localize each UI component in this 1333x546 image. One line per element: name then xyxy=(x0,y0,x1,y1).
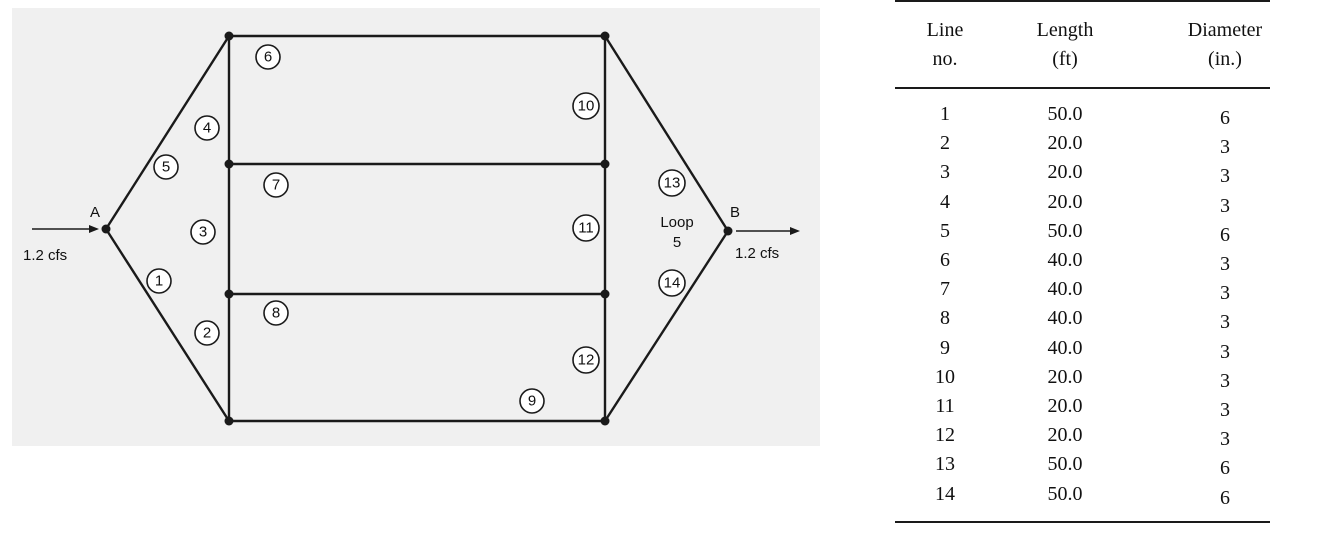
table-cell-length: 20.0 xyxy=(1047,132,1083,154)
table-cell-diameter: 6 xyxy=(1220,107,1230,129)
table-cell-line: 10 xyxy=(935,366,955,388)
pipe-label-14 xyxy=(659,270,685,296)
header-line-row1: Line xyxy=(926,19,964,41)
junction-b xyxy=(724,227,733,236)
pipe-label-8-text: 8 xyxy=(271,304,281,322)
pipe-label-7-text: 7 xyxy=(271,176,281,194)
outflow-arrowhead xyxy=(790,227,800,235)
pipe-label-1 xyxy=(147,269,171,293)
junction-node xyxy=(225,32,234,41)
pipe-label-14-text: 14 xyxy=(663,274,681,292)
header-line-row2: no. xyxy=(932,48,958,70)
table-cell-diameter: 3 xyxy=(1220,136,1230,158)
pipe-network-svg xyxy=(12,8,820,446)
pipe-label-6-text: 6 xyxy=(263,48,273,66)
table-cell-diameter: 3 xyxy=(1220,428,1230,450)
table-cell-length: 20.0 xyxy=(1047,191,1083,213)
table-cell-length: 20.0 xyxy=(1047,366,1083,388)
pipe-label-2-text: 2 xyxy=(202,324,212,342)
table-header-rule xyxy=(895,87,1270,89)
loop-word-label: Loop xyxy=(660,214,694,231)
pipe-label-2 xyxy=(195,321,219,345)
pipe-label-5-text: 5 xyxy=(161,158,171,176)
table-cell-length: 20.0 xyxy=(1047,395,1083,417)
pipe-label-7 xyxy=(264,173,288,197)
table-cell-line: 11 xyxy=(935,395,955,417)
table-cell-line: 14 xyxy=(935,483,955,505)
table-cell-length: 40.0 xyxy=(1047,337,1083,359)
pipe-label-12-text: 12 xyxy=(577,351,595,369)
junction-a xyxy=(102,225,111,234)
inflow-label: 1.2 cfs xyxy=(23,247,68,264)
table-cell-length: 20.0 xyxy=(1047,424,1083,446)
pipe-label-5 xyxy=(154,155,178,179)
pipe-label-11-text: 11 xyxy=(578,219,594,237)
table-cell-diameter: 3 xyxy=(1220,370,1230,392)
table-cell-line: 3 xyxy=(940,161,950,183)
table-cell-diameter: 3 xyxy=(1220,341,1230,363)
pipe-label-8 xyxy=(264,301,288,325)
table-cell-line: 5 xyxy=(940,220,950,242)
table-cell-diameter: 3 xyxy=(1220,195,1230,217)
pipe-label-9-text: 9 xyxy=(527,392,537,410)
header-diameter-row1: Diameter xyxy=(1187,19,1263,41)
pipe-data-table xyxy=(895,0,1275,546)
node-b-label: B xyxy=(730,204,741,221)
header-length xyxy=(1015,16,1115,74)
table-cell-diameter: 6 xyxy=(1220,224,1230,246)
header-diameter-row2: (in.) xyxy=(1208,48,1242,70)
pipe-label-9 xyxy=(520,389,544,413)
table-cell-length: 40.0 xyxy=(1047,249,1083,271)
header-length-row2: (ft) xyxy=(1052,48,1078,70)
table-cell-length: 50.0 xyxy=(1047,220,1083,242)
table-cell-line: 1 xyxy=(940,103,950,125)
pipe-network-diagram xyxy=(12,8,820,446)
pipe-label-11 xyxy=(573,215,599,241)
pipe-label-1-text: 1 xyxy=(154,272,164,290)
pipe-label-13 xyxy=(659,170,685,196)
table-top-rule xyxy=(895,0,1270,2)
header-line xyxy=(910,16,980,74)
pipe-13 xyxy=(605,36,728,231)
table-cell-diameter: 6 xyxy=(1220,457,1230,479)
junction-node xyxy=(225,290,234,299)
pipe-label-3-text: 3 xyxy=(198,223,208,241)
outflow-label: 1.2 cfs xyxy=(735,245,780,262)
junction-node xyxy=(601,417,610,426)
header-diameter xyxy=(1175,16,1275,74)
inflow-arrowhead xyxy=(89,225,99,233)
table-cell-line: 8 xyxy=(940,307,950,329)
pipe-label-12 xyxy=(573,347,599,373)
pipe-label-10-text: 10 xyxy=(577,97,595,115)
table-cell-line: 2 xyxy=(940,132,950,154)
pipe-label-10 xyxy=(573,93,599,119)
table-cell-length: 50.0 xyxy=(1047,483,1083,505)
junction-node xyxy=(225,160,234,169)
node-a-label: A xyxy=(90,204,101,221)
table-cell-length: 50.0 xyxy=(1047,103,1083,125)
table-cell-line: 13 xyxy=(935,453,955,475)
table-cell-line: 12 xyxy=(935,424,955,446)
table-cell-diameter: 3 xyxy=(1220,282,1230,304)
table-bottom-rule xyxy=(895,521,1270,523)
pipe-label-13-text: 13 xyxy=(663,174,681,192)
pipe-label-4-text: 4 xyxy=(202,119,212,137)
table-cell-length: 50.0 xyxy=(1047,453,1083,475)
table-cell-diameter: 6 xyxy=(1220,487,1230,509)
pipe-label-6 xyxy=(256,45,280,69)
table-cell-diameter: 3 xyxy=(1220,253,1230,275)
table-cell-line: 4 xyxy=(940,191,950,213)
junction-node xyxy=(601,160,610,169)
pipe-14 xyxy=(605,231,728,421)
table-cell-length: 20.0 xyxy=(1047,161,1083,183)
junction-node xyxy=(601,290,610,299)
pipe-label-4 xyxy=(195,116,219,140)
table-cell-diameter: 3 xyxy=(1220,165,1230,187)
table-cell-line: 6 xyxy=(940,249,950,271)
junction-node xyxy=(225,417,234,426)
table-cell-line: 7 xyxy=(940,278,950,300)
table-cell-length: 40.0 xyxy=(1047,307,1083,329)
loop-number-label: 5 xyxy=(672,234,682,251)
header-length-row1: Length xyxy=(1036,19,1094,41)
table-cell-diameter: 3 xyxy=(1220,311,1230,333)
table-cell-length: 40.0 xyxy=(1047,278,1083,300)
table-cell-line: 9 xyxy=(940,337,950,359)
table-cell-diameter: 3 xyxy=(1220,399,1230,421)
junction-node xyxy=(601,32,610,41)
pipe-label-3 xyxy=(191,220,215,244)
